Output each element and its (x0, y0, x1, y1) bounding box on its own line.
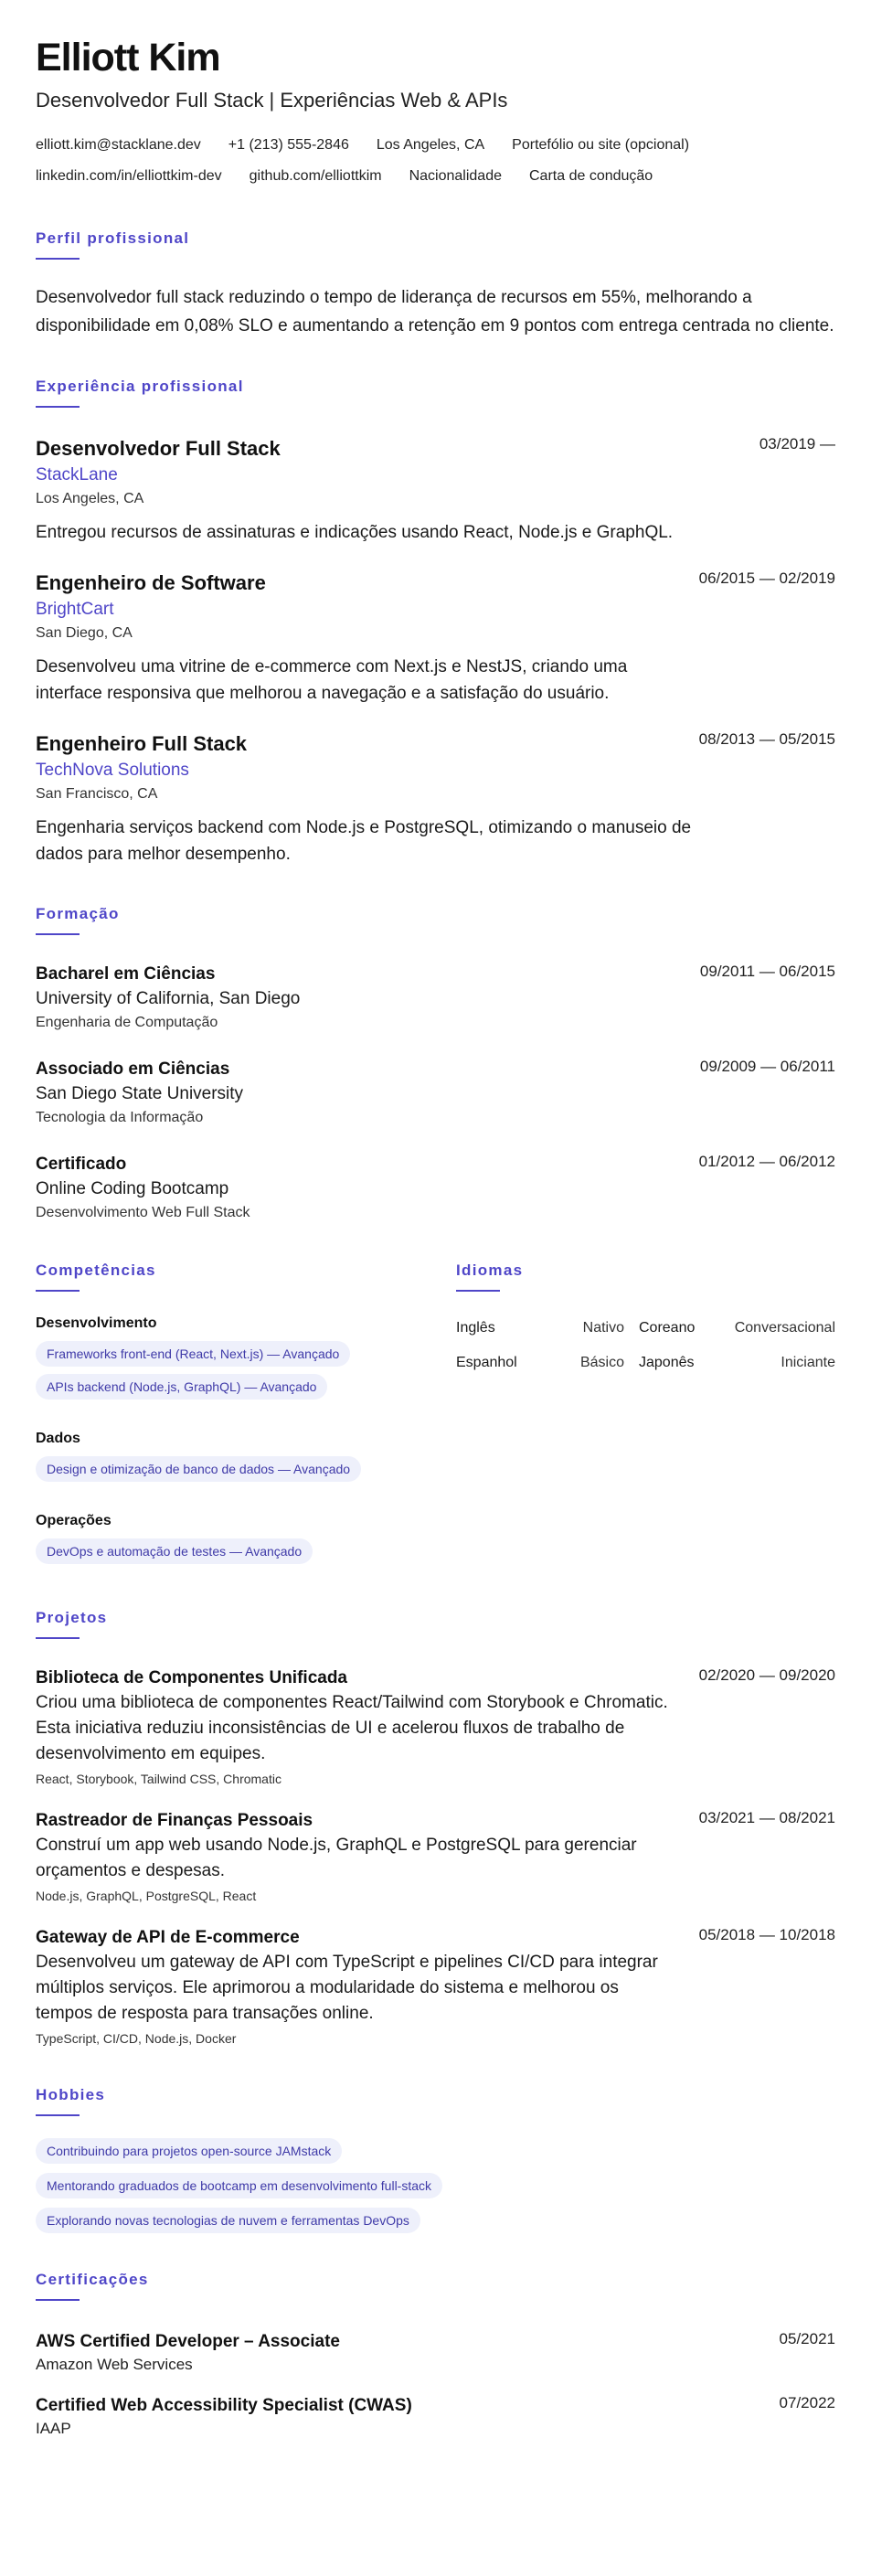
language-name: Inglês (456, 1320, 495, 1336)
school-name: Online Coding Bootcamp (36, 1179, 229, 1198)
entry-date: 05/2018 — 10/2018 (698, 1926, 835, 1943)
contact-list (36, 130, 835, 192)
certification-issuer: IAAP (36, 2420, 71, 2437)
contact-github[interactable]: github.com/elliottkim (249, 168, 382, 184)
section-divider (36, 1637, 80, 1639)
degree: Bacharel em Ciências (36, 964, 216, 984)
language-level: Básico (579, 1355, 624, 1370)
section-divider (36, 2299, 80, 2301)
job-title: Desenvolvedor Full Stack (36, 437, 281, 460)
section-title: Certificações (36, 2271, 149, 2288)
skills-languages-row (36, 1261, 835, 1571)
entry-date: 08/2013 — 05/2015 (698, 730, 835, 748)
experience-entry (36, 569, 835, 707)
candidate-name: Elliott Kim (36, 36, 220, 80)
project-name: Rastreador de Finanças Pessoais (36, 1811, 313, 1830)
entry-date: 05/2021 (779, 2330, 835, 2347)
projects-section (36, 1608, 835, 2049)
project-entry (36, 1666, 835, 1789)
job-location: San Francisco, CA (36, 786, 158, 802)
company-name: TechNova Solutions (36, 761, 189, 780)
section-divider (36, 258, 80, 260)
skill-group (36, 1511, 456, 1571)
entry-date: 03/2021 — 08/2021 (698, 1809, 835, 1826)
contact-location: Los Angeles, CA (376, 137, 485, 153)
project-entry (36, 1926, 835, 2049)
job-location: San Diego, CA (36, 625, 133, 641)
entry-date: 06/2015 — 02/2019 (698, 569, 835, 587)
project-entry (36, 1809, 835, 1906)
hobby-pill: Contribuindo para projetos open-source JAMstack (36, 2138, 342, 2164)
entry-date: 07/2022 (779, 2394, 835, 2411)
certification-name: AWS Certified Developer – Associate (36, 2332, 340, 2351)
language-name: Coreano (639, 1320, 696, 1336)
education-entry (36, 1153, 835, 1224)
project-description: Construí um app web usando Node.js, GraphQL e PostgreSQL para gerenciar orçamentos e despesas. (36, 1836, 637, 1880)
project-name: Gateway de API de E-commerce (36, 1928, 300, 1947)
contact-driving-license: Carta de condução (529, 168, 653, 184)
project-description: Criou uma biblioteca de componentes React/Tailwind com Storybook e Chromatic. Esta iniciativa reduziu inconsistências de UI e acelerou fluxos de trabalho de desenvolvimento em equipes. (36, 1693, 668, 1763)
contact-linkedin[interactable]: linkedin.com/in/elliottkim-dev (36, 168, 222, 184)
job-description: Entregou recursos de assinaturas e indicações usando React, Node.js e GraphQL. (36, 523, 674, 542)
certification-entry (36, 2394, 835, 2440)
field-of-study: Tecnologia da Informação (36, 1110, 204, 1125)
entry-date: 03/2019 — (759, 435, 835, 452)
section-divider (456, 1290, 500, 1292)
entry-date: 01/2012 — 06/2012 (698, 1153, 835, 1170)
contact-email[interactable]: elliott.kim@stacklane.dev (36, 137, 201, 153)
skill-pill: DevOps e automação de testes — Avançado (36, 1538, 313, 1564)
project-description: Desenvolveu um gateway de API com TypeScript e pipelines CI/CD para integrar múltiplos serviços. Ele aprimorou a modularidade do sistema e melhorou os tempos de resposta para transações online. (36, 1953, 658, 2023)
section-divider (36, 933, 80, 935)
section-title: Hobbies (36, 2086, 106, 2103)
education-section (36, 904, 835, 1224)
job-description: Engenharia serviços backend com Node.js e PostgreSQL, otimizando o manuseio de dados para melhor desempenho. (36, 818, 692, 864)
contact-nationality: Nacionalidade (409, 168, 502, 184)
languages-section (456, 1261, 835, 1571)
experience-entry (36, 435, 835, 546)
language-level: Conversacional (734, 1320, 835, 1336)
section-title: Perfil profissional (36, 229, 190, 247)
skill-group-name: Operações (36, 1513, 112, 1528)
section-title: Projetos (36, 1609, 108, 1626)
project-tech: TypeScript, CI/CD, Node.js, Docker (36, 2031, 237, 2046)
skill-pill: Design e otimização de banco de dados — Avançado (36, 1456, 361, 1482)
contact-phone[interactable]: +1 (213) 555-2846 (228, 137, 349, 153)
section-divider (36, 1290, 80, 1292)
summary-section (36, 229, 835, 340)
languages-grid (456, 1317, 835, 1374)
skills-section (36, 1261, 456, 1571)
hobbies-section (36, 2085, 835, 2233)
hobby-pill: Mentorando graduados de bootcamp em desenvolvimento full-stack (36, 2173, 442, 2198)
degree: Associado em Ciências (36, 1059, 230, 1079)
company-name: BrightCart (36, 600, 114, 619)
summary-text: Desenvolvedor full stack reduzindo o tempo de liderança de recursos em 55%, melhorando a disponibilidade em 0,08% SLO e aumentando a retenção em 9 pontos com entrega centrada no cliente. (36, 288, 834, 335)
entry-date: 09/2009 — 06/2011 (699, 1058, 835, 1075)
certification-name: Certified Web Accessibility Specialist (CWAS) (36, 2396, 412, 2415)
job-location: Los Angeles, CA (36, 491, 144, 506)
section-title: Formação (36, 905, 120, 922)
contact-portfolio[interactable]: Portefólio ou site (opcional) (512, 137, 690, 153)
entry-date: 02/2020 — 09/2020 (698, 1666, 835, 1684)
education-entry (36, 963, 835, 1034)
skill-pill: APIs backend (Node.js, GraphQL) — Avançado (36, 1374, 327, 1400)
certification-entry (36, 2330, 835, 2376)
resume-header (36, 0, 835, 192)
school-name: San Diego State University (36, 1084, 244, 1103)
skill-pill: Frameworks front-end (React, Next.js) — Avançado (36, 1341, 350, 1367)
entry-date: 09/2011 — 06/2015 (699, 963, 835, 980)
section-divider (36, 406, 80, 408)
section-divider (36, 2114, 80, 2116)
education-entry (36, 1058, 835, 1129)
school-name: University of California, San Diego (36, 989, 301, 1008)
language-level: Iniciante (781, 1355, 835, 1370)
certification-issuer: Amazon Web Services (36, 2356, 193, 2373)
skill-group (36, 1429, 456, 1489)
field-of-study: Engenharia de Computação (36, 1015, 218, 1030)
language-level: Nativo (582, 1320, 624, 1336)
section-title: Experiência profissional (36, 378, 244, 395)
language-name: Japonês (639, 1355, 695, 1370)
skill-group (36, 1314, 456, 1407)
experience-entry (36, 730, 835, 868)
section-title: Competências (36, 1261, 156, 1279)
job-title: Engenheiro de Software (36, 571, 266, 594)
field-of-study: Desenvolvimento Web Full Stack (36, 1205, 250, 1220)
project-name: Biblioteca de Componentes Unificada (36, 1668, 347, 1687)
section-title: Idiomas (456, 1261, 524, 1279)
project-tech: Node.js, GraphQL, PostgreSQL, React (36, 1889, 257, 1903)
skill-group-name: Dados (36, 1431, 80, 1446)
job-title: Engenheiro Full Stack (36, 732, 248, 755)
experience-section (36, 377, 835, 868)
project-tech: React, Storybook, Tailwind CSS, Chromatic (36, 1772, 281, 1786)
skill-group-name: Desenvolvimento (36, 1315, 157, 1331)
headline: Desenvolvedor Full Stack | Experiências Web & APIs (36, 89, 508, 112)
degree: Certificado (36, 1155, 127, 1174)
company-name: StackLane (36, 465, 118, 484)
hobby-pill: Explorando novas tecnologias de nuvem e ferramentas DevOps (36, 2208, 420, 2233)
certifications-section (36, 2270, 835, 2440)
language-name: Espanhol (456, 1355, 517, 1370)
job-description: Desenvolveu uma vitrine de e-commerce com Next.js e NestJS, criando uma interface responsiva que melhorou a navegação e a satisfação do usuário. (36, 657, 628, 703)
